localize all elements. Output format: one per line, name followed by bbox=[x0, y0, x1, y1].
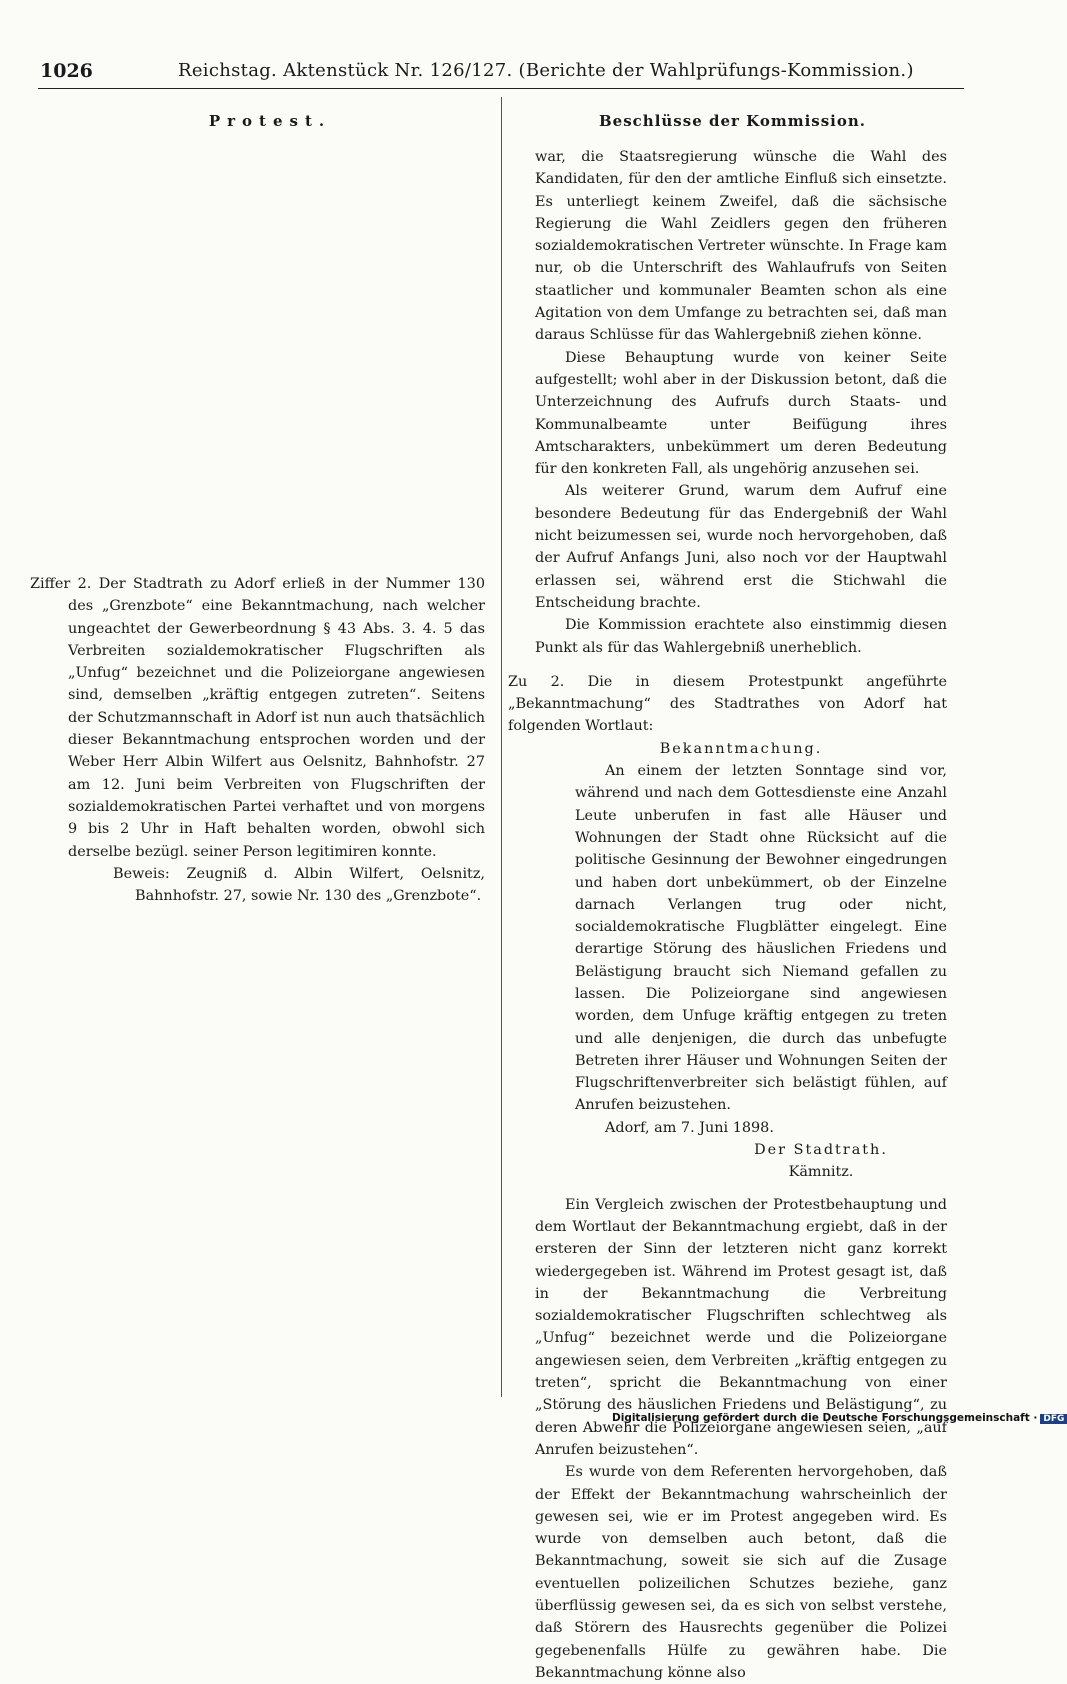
credit-text: Digitalisierung gefördert durch die Deutsche Forschungsgemeinschaft · bbox=[612, 1412, 1038, 1424]
protest-point-2: Ziffer 2. Der Stadtrath zu Adorf erließ in der Nummer 130 des „Grenzbote“ eine Bekanntmachung, nach welcher ungeachtet der Gewerbeordnung § 43 Abs. 3. 4. 5 das Verbreiten sozialdemokratischer Flugschriften als „Unfug“ bezeichnet und die Polizeiorgane angewiesen sind, demselben „kräftig entgegen zutreten“. Seitens der Schutzmannschaft in Adorf ist nun auch thatsächlich dieser Bekanntmachung entsprochen worden und der Weber Herr Albin Wilfert aus Oelsnitz, Bahnhofstr. 27 am 12. Juni beim Verbreiten von Flugschriften der sozialdemokratischen Partei verhaftet und von morgens 9 bis 2 Uhr in Haft behalten worden, obwohl sich derselbe bezügl. seiner Person legitimiren konnte. bbox=[30, 576, 485, 860]
left-column-heading: Protest. bbox=[208, 112, 332, 130]
digitization-credit bbox=[612, 1412, 1067, 1424]
commission-paragraph-2: Diese Behauptung wurde von keiner Seite aufgestellt; wohl aber in der Diskussion betont, daß die Unterzeichnung des Aufrufs durch Staats- und Kommunalbeamte unter Beifügung ihres Amtscharakters, unbekümmert um deren Bedeutung für den konkreten Fall, als ungehörig anzusehen sei. bbox=[535, 349, 947, 478]
announcement-date: Adorf, am 7. Juni 1898. bbox=[605, 1119, 774, 1136]
right-column-heading: Beschlüsse der Kommission. bbox=[599, 112, 866, 130]
commission-paragraph-1: war, die Staatsregierung wünsche die Wahl des Kandidaten, für den der amtliche Einfluß sich einsetzte. Es unterliegt keinem Zweifel, daß die sächsische Regierung die Wahl Zeidlers gegen den früheren sozialdemokratischen Vertreter wünschte. In Frage kam nur, ob die Unterschrift des Wahlaufrufs von Seiten staatlicher und kommunaler Beamten schon als eine Agitation von dem Umfange zu betrachten sei, daß man daraus Schlüsse für das Wahlergebniß ziehen könne. bbox=[535, 149, 947, 344]
announcement-text: An einem der letzten Sonntage sind vor, während und nach dem Gottesdienste eine Anzahl Leute unberufen in fast alle Häuser und Wohnungen der Stadt ohne Rücksicht auf die politische Gesinnung der Bewohner eingedrungen und haben dort unbekümmert, ob der Einzelne darnach Verlangen trug oder nicht, socialdemokratische Flugblätter eingelegt. Eine derartige Störung des häuslichen Friedens und Belästigung braucht sich Niemand gefallen zu lassen. Die Polizeiorgane sind angewiesen worden, dem Unfuge kräftig entgegen zu treten und alle denjenigen, die durch das unbefugte Betreten ihrer Häuser und Wohnungen Seiten der Flugschriftenverbreiter sich belästigt fühlen, auf Anrufen beizustehen. bbox=[575, 763, 947, 1114]
header-rule bbox=[38, 88, 964, 89]
commission-response-2: Zu 2. Die in diesem Protestpunkt angeführte „Bekanntmachung“ des Stadtrathes von Adorf hat folgenden Wortlaut: bbox=[508, 673, 947, 735]
commission-paragraph-3: Als weiterer Grund, warum dem Aufruf eine besondere Bedeutung für das Endergebniß der Wahl nicht beizumessen sei, wurde noch hervorgehoben, daß der Aufruf Anfangs Juni, also noch vor der Hauptwahl erlassen sei, während erst die Stichwahl die Entscheidung brachte. bbox=[535, 483, 947, 611]
commission-paragraph-4: Die Kommission erachtete also einstimmig diesen Punkt als für das Wahlergebniß unerheblich. bbox=[535, 617, 947, 656]
announcement-block bbox=[535, 760, 947, 1184]
announcement-signatory: Der Stadtrath. bbox=[754, 1142, 888, 1159]
announcement-signature: Kämnitz. bbox=[788, 1164, 854, 1181]
left-column bbox=[30, 573, 485, 907]
running-header bbox=[40, 60, 965, 84]
running-title: Reichstag. Aktenstück Nr. 126/127. (Berichte der Wahlprüfungs-Kommission.) bbox=[178, 60, 914, 81]
commission-paragraph-5: Ein Vergleich zwischen der Protestbehauptung und dem Wortlaut der Bekanntmachung ergiebt, daß in der ersteren der Sinn der letzteren nicht ganz korrekt wiedergegeben ist. Während im Protest gesagt ist, daß in der Bekanntmachung die Verbreitung sozialdemokratischer Flugschriften schlechtweg als „Unfug“ bezeichnet werde und die Polizeiorgane angewiesen seien, dem Verbreiten „kräftig entgegen zu treten“, spricht die Bekanntmachung von einer „Störung des häuslichen Friedens und Belästigung“, zu deren Abwehr die Polizeiorgane angewiesen seien, „auf Anrufen beizustehen“. bbox=[535, 1196, 947, 1458]
page-number: 1026 bbox=[40, 60, 93, 82]
column-divider bbox=[501, 97, 502, 1397]
dfg-logo: DFG bbox=[1040, 1414, 1067, 1424]
evidence-note: Beweis: Zeugniß d. Albin Wilfert, Oelsnitz, Bahnhofstr. 27, sowie Nr. 130 des „Grenzbote“. bbox=[113, 865, 485, 905]
right-column bbox=[508, 146, 947, 1684]
commission-paragraph-6: Es wurde von dem Referenten hervorgehoben, daß der Effekt der Bekanntmachung wahrscheinlich der gewesen sei, wie er im Protest angegeben wird. Es wurde von demselben auch betont, daß die Bekanntmachung, soweit sie sich auf die Zusage eventuellen polizeilichen Schutzes beziehe, ganz überflüssig gewesen sei, da es sich von selbst verstehe, daß Störern des Hausrechts gegenüber die Polizei gegebenenfalls Hülfe zu gewähren habe. Die Bekanntmachung könne also bbox=[535, 1464, 947, 1681]
announcement-title: Bekanntmachung. bbox=[659, 740, 823, 757]
